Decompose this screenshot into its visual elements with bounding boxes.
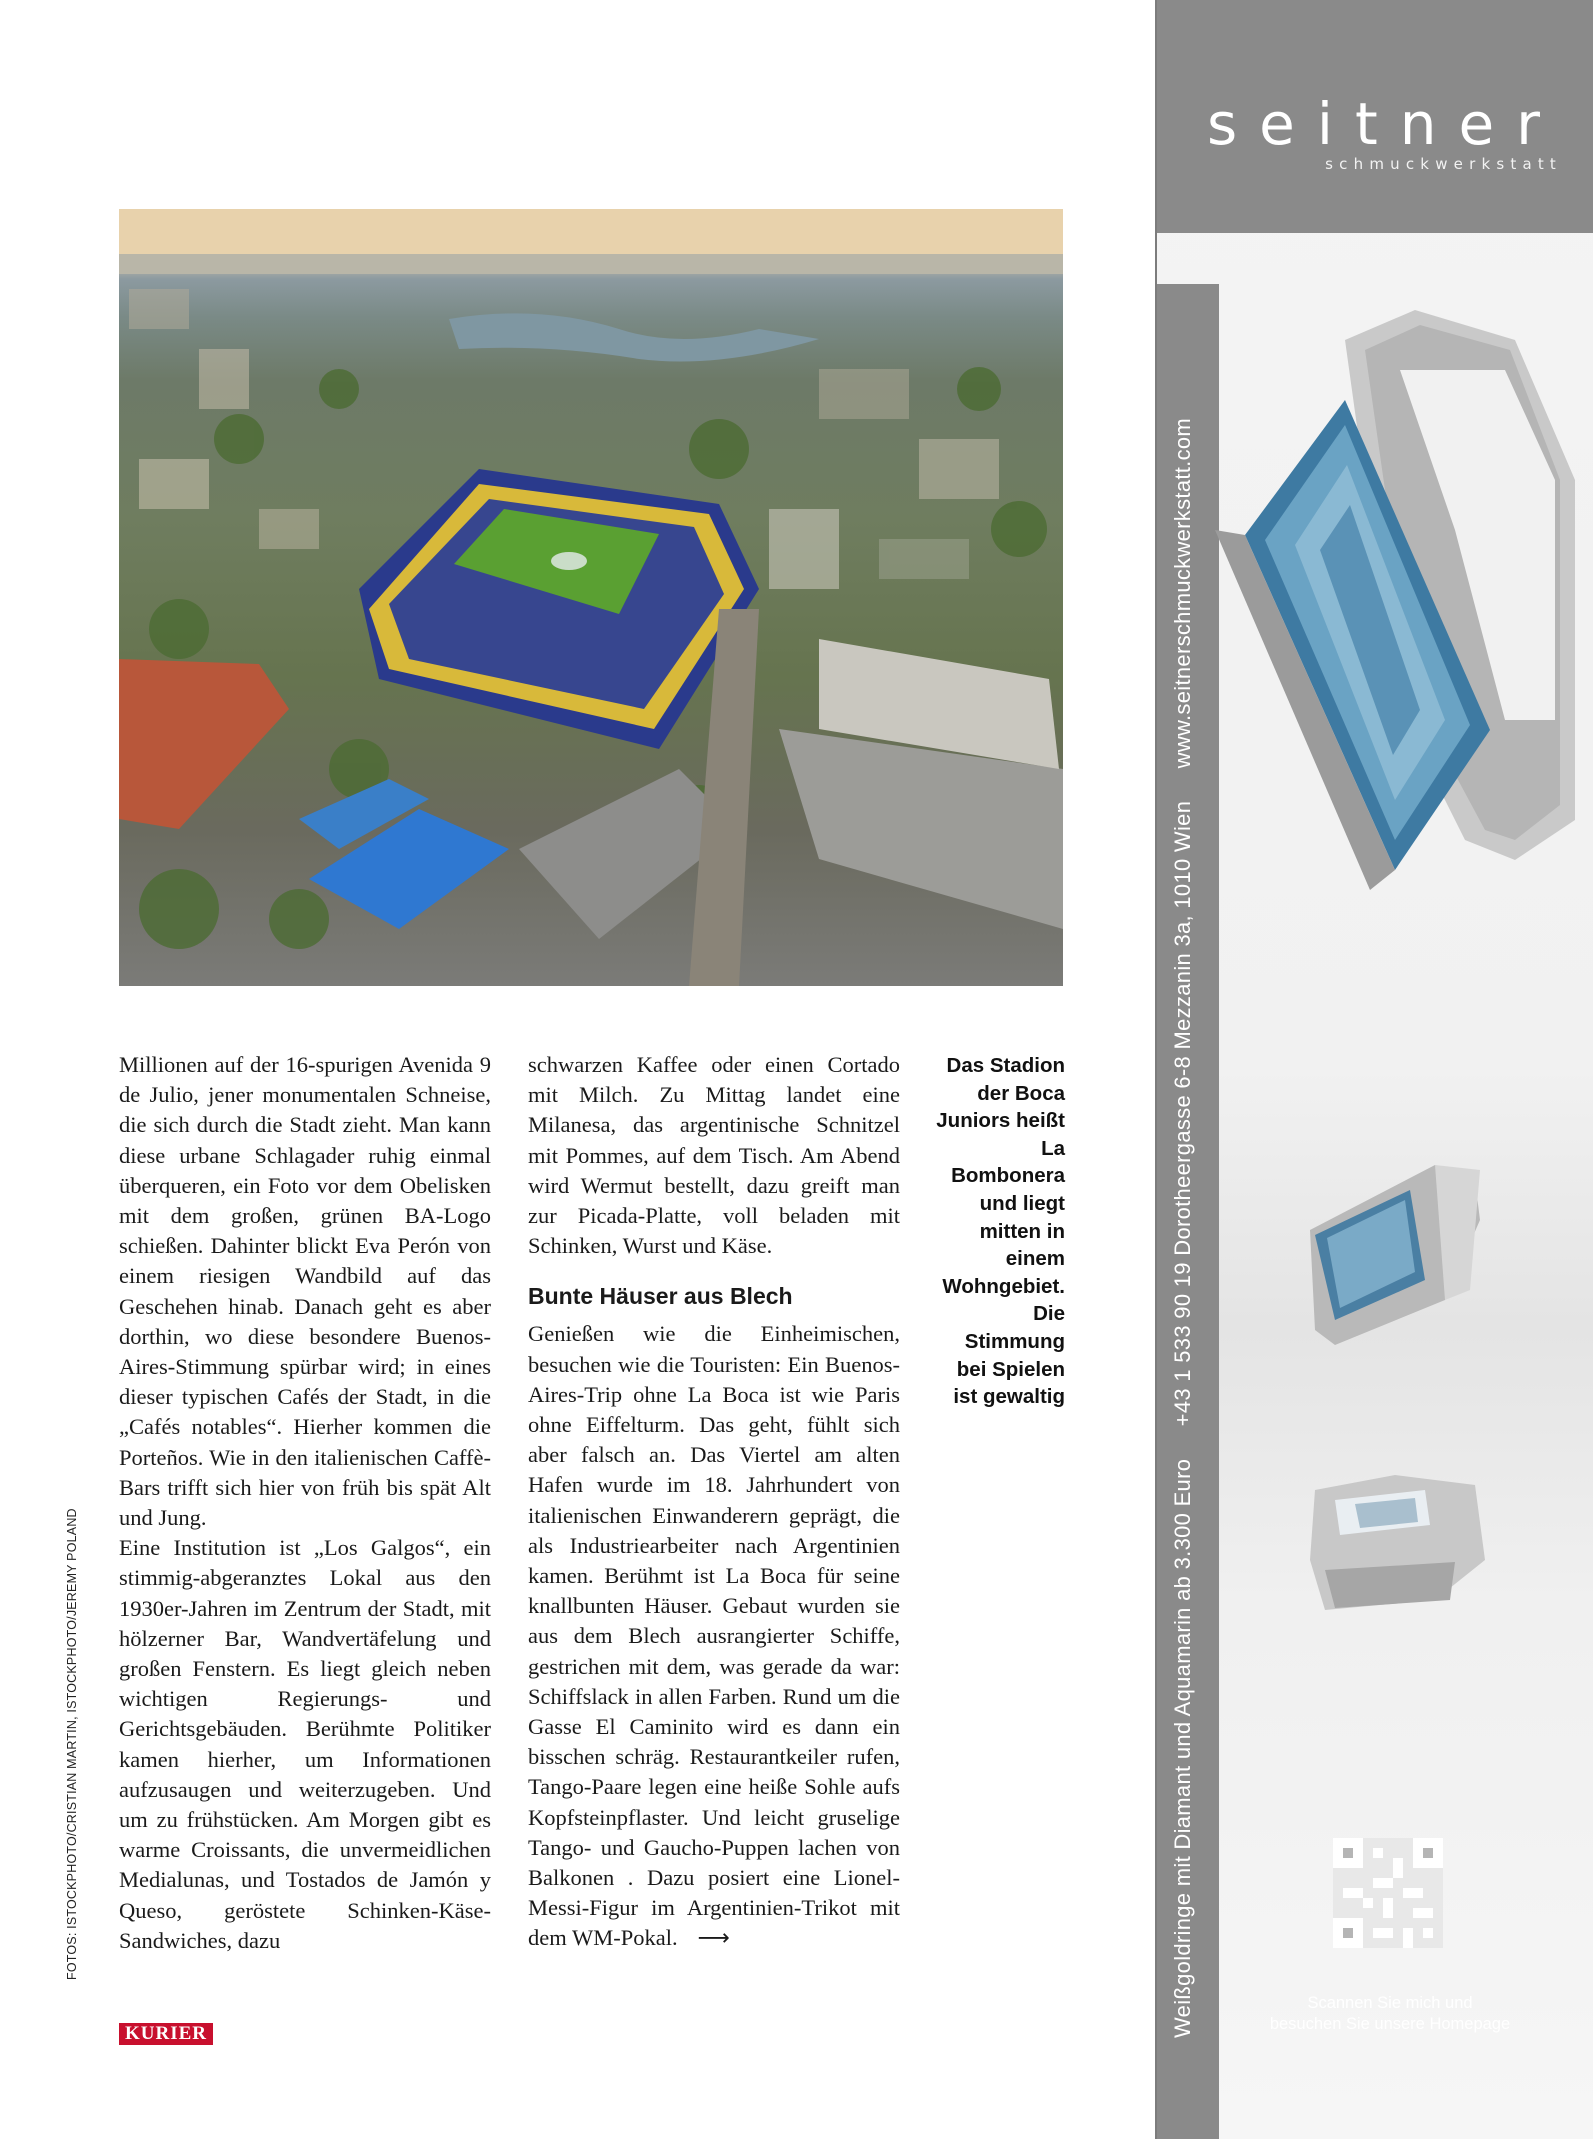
ad-vertical-text: [1170, 318, 1196, 2038]
brand-subtitle: schmuckwerkstatt: [1325, 155, 1562, 173]
ad-offer-text: Weißgoldringe mit Diamant und Aquamarin ab 3.300 Euro: [1170, 1458, 1195, 2038]
qr-caption: [1240, 1993, 1540, 2035]
photo-caption: Das Stadion der Boca Juniors heißt La Bombonera und liegt mitten in einem Wohngebiet. Die Stimmung bei Spielen ist gewaltig: [936, 1054, 1065, 1409]
article-paragraph: Eine Institution ist „Los Galgos“, ein stimmig-abgeranztes Lokal aus den 1930er-Jahren im Zentrum der Stadt, mit hölzerner Bar, Wandvertäfelung und großen Fenstern. Es liegt gleich neben wichtigen Regierungs- und Gerichtsgebäuden. Berühmte Politiker kamen hierher, um Informationen aufzusaugen und weiterzugeben. Und um zu frühstücken. Am Morgen gibt es warme Croissants, die unvermeidlichen Medialunas, und Tostados de Jamón y Queso, geröstete Schinken-Käse-Sandwiches, dazu: [119, 1535, 491, 1953]
kurier-logo: KURIER: [119, 2023, 213, 2045]
article-column-1: [119, 1050, 491, 1956]
article-paragraph: Millionen auf der 16-spurigen Avenida 9 de Julio, jener monumentalen Schneise, die sich durch die Stadt zieht. Man kann diese urbane Schlagader ruhig einmal überqueren, ein Foto vor dem Obelisken mit dem großen, grünen BA-Logo schießen. Dahinter blickt Eva Perón von einem riesigen Wandbild auf das Geschehen hinab. Danach geht es aber dorthin, wo diese besondere Buenos-Aires-Stimmung spürbar wird; in eines dieser typischen Cafés der Stadt, in die „Cafés notables“. Hierher kommen die Porteños. Wie in den italienischen Caffè-Bars trifft sich hier von früh bis spät Alt und Jung.: [119, 1052, 491, 1531]
article-paragraph: [528, 1319, 900, 1953]
stadium-aerial-photo: [119, 209, 1063, 986]
qr-caption-line: besuchen Sie unsere Homepage: [1269, 2015, 1511, 2033]
article-column-2: [528, 1050, 900, 1954]
qr-code[interactable]: [1333, 1838, 1443, 1948]
article-paragraph-text: Genießen wie die Einheimischen, besuchen wie die Touristen: Ein Buenos-Aires-Trip ohne La Boca ist wie Paris ohne Eiffelturm. Das geht, fühlt sich aber falsch an. Das Viertel am alten Hafen wurde im 18. Jahrhundert von italienischen Einwanderern geprägt, die als Industriearbeiter nach Argentinien kamen. Berühmt ist La Boca für seine knallbunten Häuser. Gebaut wurden sie aus dem Blech ausrangierter Schiffe, gestrichen mit dem, was gerade da war: Schiffslack in allen Farben. Rund um die Gasse El Caminito wird es dann ein bisschen schräg. Restaurantkeiler rufen, Tango-Paare legen eine heiße Sohle aufs Kopfsteinpflaster. Und leicht gruselige Tango- und Gaucho-Puppen lachen von Balkonen . Dazu posiert eine Lionel-Messi-Figur im Argentinien-Trikot mit dem WM-Pokal.: [528, 1321, 900, 1951]
qr-caption-line: Scannen Sie mich und: [1307, 1994, 1473, 2012]
continue-arrow-icon: ⟶: [697, 1925, 730, 1952]
brand-logo: seitner: [1206, 90, 1562, 158]
section-subhead: Bunte Häuser aus Blech: [528, 1283, 793, 1310]
photo-credits: FOTOS: ISTOCKPHOTO/CRISTIAN MARTIN, ISTOCKPHOTO/JEREMY POLAND: [65, 1508, 79, 1980]
ad-website-link[interactable]: www.seitnerschmuckwerkstatt.com: [1170, 417, 1195, 769]
ad-header: [1157, 0, 1593, 233]
rings-illustration: [1215, 300, 1585, 1800]
ad-address: +43 1 533 90 19 Dorotheergasse 6-8 Mezzanin 3a, 1010 Wien: [1170, 800, 1195, 1427]
stadium-illustration: [119, 209, 1063, 986]
article-paragraph: schwarzen Kaffee oder einen Cortado mit Milch. Zu Mittag landet eine Milanesa, das argentinische Schnitzel mit Pommes, auf dem Tisch. Am Abend wird Wermut bestellt, dazu greift man zur Picada-Platte, voll beladen mit Schinken, Wurst und Käse.: [528, 1052, 900, 1259]
